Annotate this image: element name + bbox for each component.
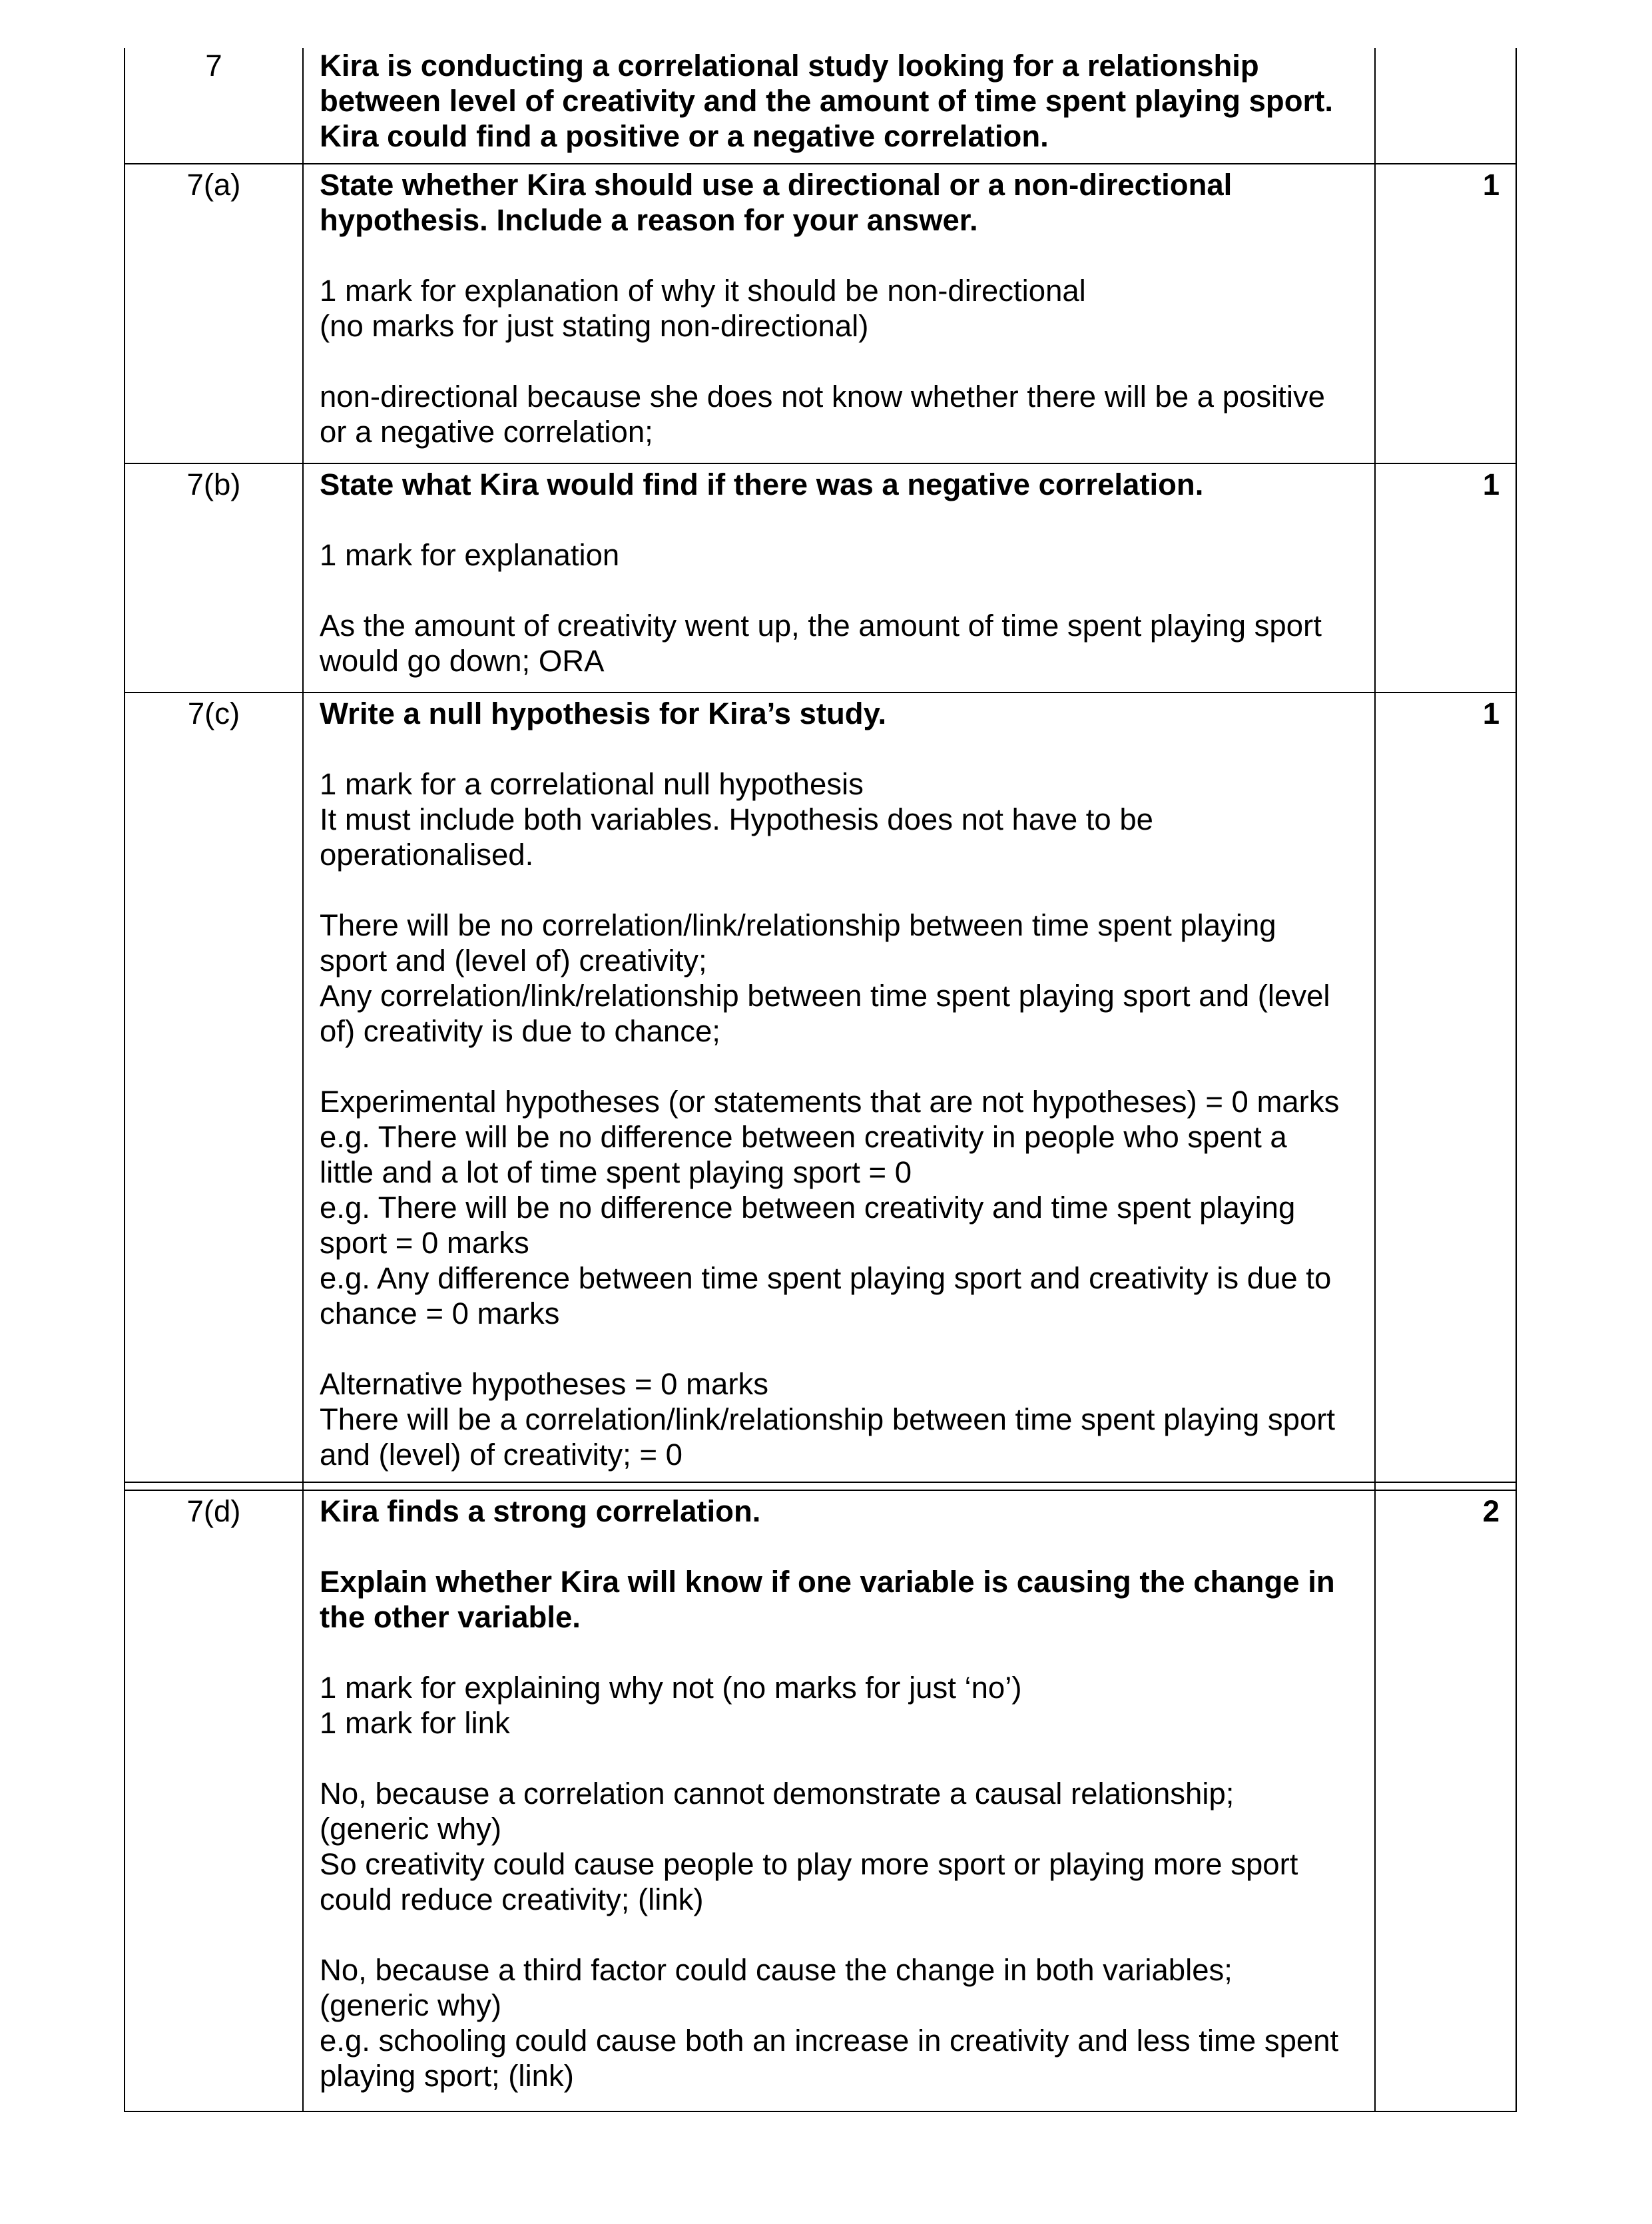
answer-line: e.g. There will be no difference between creativity in people who spent a <box>320 1120 1287 1154</box>
question-line: State what Kira would find if there was a negative correlation. <box>320 467 1204 501</box>
mark-scheme-page <box>124 48 1515 2112</box>
answer-line: No, because a correlation cannot demonstrate a causal relationship; <box>320 1777 1235 1810</box>
answer-block <box>320 608 1358 679</box>
answer-line: could reduce creativity; (link) <box>320 1882 704 1916</box>
answer-line: There will be a correlation/link/relationship between time spent playing sport <box>320 1402 1336 1436</box>
answer-line: or a negative correlation; <box>320 415 653 449</box>
part-content <box>303 164 1375 463</box>
answer-block <box>320 379 1358 449</box>
answer-block <box>320 908 1358 1049</box>
question-row <box>125 48 1516 164</box>
question-line: Write a null hypothesis for Kira’s study. <box>320 696 887 730</box>
part-question-continued <box>320 1564 1358 1635</box>
answer-line: of) creativity is due to chance; <box>320 1014 720 1048</box>
answer-line: No, because a third factor could cause the change in both variables; <box>320 1953 1233 1987</box>
stem-line: Kira could find a positive or a negative correlation. <box>320 119 1049 153</box>
answer-line: chance = 0 marks <box>320 1296 560 1330</box>
answer-line: and (level) of creativity; = 0 <box>320 1438 683 1472</box>
question-stem <box>303 48 1375 164</box>
part-row-7a <box>125 164 1516 463</box>
mark-scheme-table <box>124 48 1517 2112</box>
answer-line: There will be no correlation/link/relationship between time spent playing <box>320 908 1276 942</box>
stem-line: between level of creativity and the amount of time spent playing sport. <box>320 84 1334 118</box>
answer-block <box>320 1366 1358 1472</box>
mark-guidance <box>320 273 1358 344</box>
answer-line: little and a lot of time spent playing sport = 0 <box>320 1155 912 1189</box>
guidance-line: (no marks for just stating non-directional) <box>320 309 869 343</box>
part-question <box>320 1494 1358 1529</box>
part-row-7b <box>125 463 1516 693</box>
part-row-7d <box>125 1490 1516 2111</box>
answer-line: Experimental hypotheses (or statements that are not hypotheses) = 0 marks <box>320 1085 1340 1119</box>
part-number: 7(a) <box>125 164 303 463</box>
question-line: Explain whether Kira will know if one variable is causing the change in <box>320 1565 1335 1599</box>
answer-line: e.g. There will be no difference between creativity and time spent playing <box>320 1191 1296 1225</box>
answer-line: non-directional because she does not know whether there will be a positive <box>320 380 1325 414</box>
marks-value: 1 <box>1375 463 1516 693</box>
answer-line: would go down; ORA <box>320 644 605 678</box>
part-row-7c <box>125 693 1516 1482</box>
answer-line: sport and (level of) creativity; <box>320 944 707 977</box>
mark-guidance <box>320 766 1358 872</box>
question-number: 7 <box>125 48 303 164</box>
part-content <box>303 463 1375 693</box>
answer-line: Alternative hypotheses = 0 marks <box>320 1367 768 1401</box>
part-content <box>303 1490 1375 2111</box>
marks-value: 2 <box>1375 1490 1516 2111</box>
guidance-line: 1 mark for link <box>320 1706 510 1740</box>
guidance-line: 1 mark for explaining why not (no marks for just ‘no’) <box>320 1671 1022 1705</box>
mark-guidance <box>320 537 1358 573</box>
answer-line: (generic why) <box>320 1988 502 2022</box>
guidance-line: 1 mark for explanation <box>320 538 620 572</box>
question-line: Kira finds a strong correlation. <box>320 1494 761 1528</box>
answer-block <box>320 1952 1358 2093</box>
part-question <box>320 167 1358 238</box>
answer-line: Any correlation/link/relationship between time spent playing sport and (level <box>320 979 1330 1013</box>
marks-value: 1 <box>1375 693 1516 1482</box>
guidance-line: operationalised. <box>320 838 534 872</box>
part-content <box>303 693 1375 1482</box>
part-number: 7(c) <box>125 693 303 1482</box>
answer-line: As the amount of creativity went up, the amount of time spent playing sport <box>320 609 1322 643</box>
answer-line: sport = 0 marks <box>320 1226 529 1260</box>
stem-line: Kira is conducting a correlational study looking for a relationship <box>320 49 1259 83</box>
guidance-line: 1 mark for a correlational null hypothesis <box>320 767 864 801</box>
answer-line: (generic why) <box>320 1812 502 1846</box>
part-number: 7(b) <box>125 463 303 693</box>
answer-line: e.g. schooling could cause both an increase in creativity and less time spent <box>320 2024 1339 2058</box>
answer-line: e.g. Any difference between time spent playing sport and creativity is due to <box>320 1261 1332 1295</box>
mark-guidance <box>320 1670 1358 1741</box>
answer-line: So creativity could cause people to play more sport or playing more sport <box>320 1847 1298 1881</box>
row-separator <box>125 1482 1516 1490</box>
question-line: State whether Kira should use a directional or a non-directional <box>320 168 1233 202</box>
question-line: the other variable. <box>320 1600 581 1634</box>
guidance-line: It must include both variables. Hypothesis does not have to be <box>320 802 1153 836</box>
guidance-line: 1 mark for explanation of why it should be non-directional <box>320 274 1086 308</box>
answer-block <box>320 1084 1358 1331</box>
answer-block <box>320 1776 1358 1917</box>
answer-line: playing sport; (link) <box>320 2059 574 2093</box>
part-number: 7(d) <box>125 1490 303 2111</box>
marks-cell <box>1375 48 1516 164</box>
part-question <box>320 696 1358 731</box>
question-line: hypothesis. Include a reason for your answer. <box>320 203 978 237</box>
marks-value: 1 <box>1375 164 1516 463</box>
part-question <box>320 467 1358 502</box>
